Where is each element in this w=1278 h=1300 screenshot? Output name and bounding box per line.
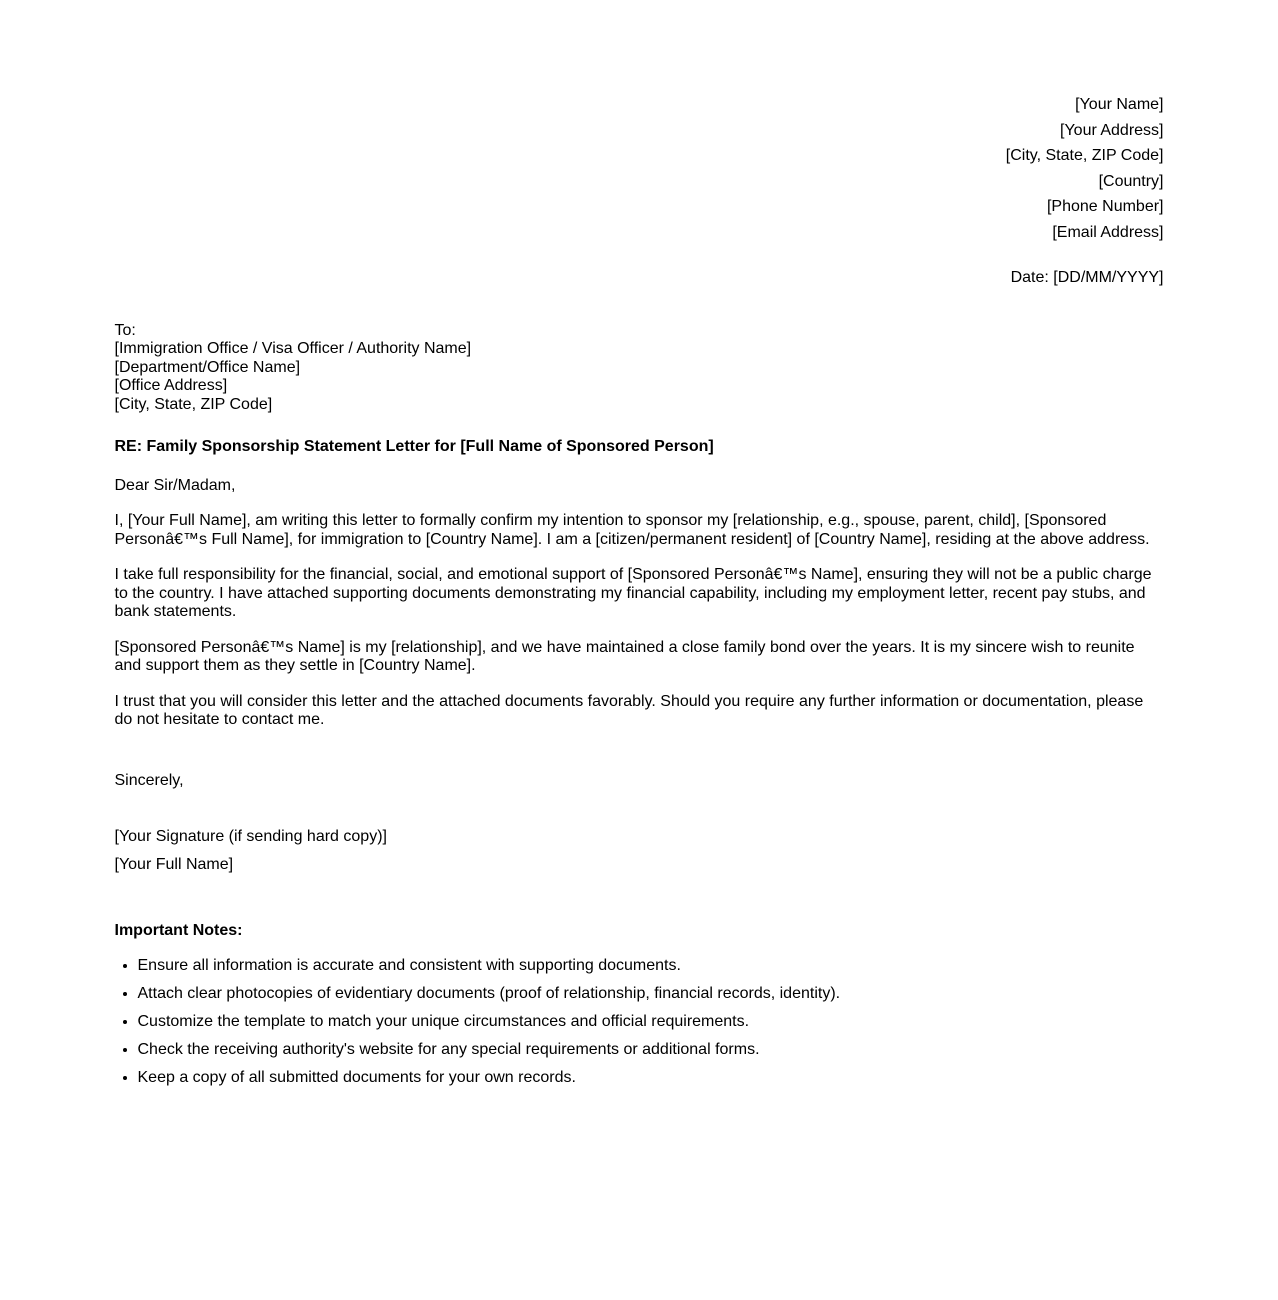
sender-address-block [115,92,1164,245]
subject-line: RE: Family Sponsorship Statement Letter for [Full Name of Sponsored Person] [114,438,714,455]
sender-country-line: [Country] [1098,172,1164,190]
recipient-city-line: [City, State, ZIP Code] [114,395,273,413]
sender-phone-line: [Phone Number] [1046,198,1164,215]
recipient-to-label: To: [114,321,136,339]
note-item-accuracy: • Ensure all information is accurate and consistent with supporting documents. [138,957,1164,976]
note-item-attachments: • Attach clear photocopies of evidentiary documents (proof of relationship, financial records, identity). [138,985,1164,1004]
recipient-authority-line: [Immigration Office / Visa Officer / Authority Name] [114,340,472,357]
notes-list [115,957,1164,1088]
sender-city-line: [City, State, ZIP Code] [1005,147,1164,164]
signature-placeholder: [Your Signature (if sending hard copy)] [114,828,387,845]
paragraph-responsibility: I take full responsibility for the financial, social, and emotional support of [Sponsored Personâ€™s Name], ensuring they will not be a public charge to the country. I have attached supporting documents demonstrating my financial capability, including my employment letter, recent pay stubs, and bank statements. [114,566,1152,620]
paragraph-relationship: [Sponsored Personâ€™s Name] is my [relationship], and we have maintained a close family bond over the years. It is my sincere wish to reunite and support them as they settle in [Country Name]. [114,638,1135,674]
sender-email-line: [Email Address] [1052,223,1164,241]
signer-name-placeholder: [Your Full Name] [114,855,234,873]
recipient-department-line: [Department/Office Name] [114,358,301,376]
note-item-customize: • Customize the template to match your unique circumstances and official requirements. [138,1013,1164,1032]
salutation: Dear Sir/Madam, [114,476,236,494]
recipient-office-address-line: [Office Address] [114,377,228,394]
note-item-keep-copy: • Keep a copy of all submitted documents for your own records. [138,1069,1164,1088]
recipient-address-block [115,322,1164,415]
note-item-check-website: • Check the receiving authority's website for any special requirements or additional forms. [138,1041,1164,1060]
notes-heading: Important Notes: [114,922,243,939]
letter-document [115,0,1164,1297]
sender-name-line: [Your Name] [1075,96,1164,113]
sender-address-line: [Your Address] [1060,121,1164,139]
paragraph-consideration-request: I trust that you will consider this letter and the attached documents favorably. Should you require any further information or documentation, please do not hesitate to contact me. [114,692,1144,728]
date-line: Date: [DD/MM/YYYY] [1010,269,1164,286]
closing-salutation: Sincerely, [114,771,184,789]
paragraph-sponsorship-intent: I, [Your Full Name], am writing this letter to formally confirm my intention to sponsor my [relationship, e.g., spouse, parent, child], [Sponsored Personâ€™s Full Name], for immigration to [Country Name]. I am a [citizen/permanent resident] of [Country Name], residing at the above address. [114,512,1150,548]
